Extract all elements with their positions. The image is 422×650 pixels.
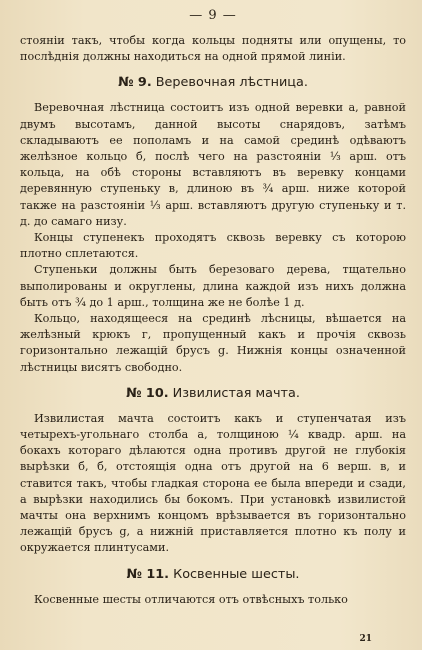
section-9-paragraph-4: Кольцо, находящееся на срединѣ лѣсницы, вѣшается на желѣзный крюкъ г, пропущенный какъ и прочія сквозь горизонтально лежащій брусъ g. Нижнія концы означенной лѣстницы висятъ свободно.	[20, 312, 406, 374]
section-9-heading	[20, 74, 406, 92]
page-number: — 9 —	[189, 8, 237, 23]
section-11-heading	[20, 566, 406, 584]
section-10-paragraph-1: Извилистая мачта состоитъ какъ и ступенчатая изъ четырехъ-угольнаго столба а, толщиною ¼ квадр. арш. на бокахъ котораго дѣлаются одна противъ другой не глубокія вырѣзки б, б, отстоящія одна отъ другой на 6 верш. в, и ставится такъ, чтобы гладкая сторона ее была впереди и сзади, а вырѣзки находились бы бокомъ. При установкѣ извилистой мачты она верхнимъ концомъ врѣзывается въ горизонтально лежащій брусъ g, а нижній приставляется плотно къ полу и окружается плинтусами.	[20, 411, 406, 555]
section-10-heading	[20, 385, 406, 403]
section-11-number: № 11.	[126, 566, 170, 582]
intro-paragraph: стояніи такъ, чтобы когда кольцы подняты или опущены, то послѣднія должны находиться на одной прямой линіи.	[20, 34, 406, 64]
section-10-number: № 10.	[126, 385, 169, 401]
section-9-paragraph-3: Ступеньки должны быть березоваго дерева, тщательно выполированы и округлены, длина каждой изъ нихъ должна быть отъ ¾ до 1 арш., толщина же не болѣе 1 д.	[20, 263, 406, 309]
section-11-paragraph-1: Косвенные шесты отличаются отъ отвѣсныхъ только	[34, 592, 348, 606]
signature-mark: 21	[359, 634, 372, 644]
section-9-paragraph-2: Концы ступенекъ проходятъ сквозь веревку съ которою плотно сплетаются.	[20, 231, 406, 261]
section-9-title: Веревочная лѣстница.	[155, 75, 308, 91]
section-11-title: Косвенные шесты.	[173, 566, 300, 582]
section-9-paragraph-1: Веревочная лѣстница состоитъ изъ одной веревки а, равной двумъ высотамъ, данной высоты снарядовъ, затѣмъ складываютъ ее пополамъ и на самой срединѣ одѣваютъ желѣзное кольцо б, послѣ чего на разстояніи ⅓ арш. отъ кольца, на обѣ стороны вставляютъ въ веревку концами деревянную ступеньку в, длиною въ ¾ арш. ниже которой также на разстояніи ⅓ арш. вставляютъ другую ступеньку и т. д. до самаго низу.	[20, 101, 406, 228]
section-9-number: № 9.	[118, 75, 152, 91]
section-10-title: Извилистая мачта.	[172, 385, 300, 401]
